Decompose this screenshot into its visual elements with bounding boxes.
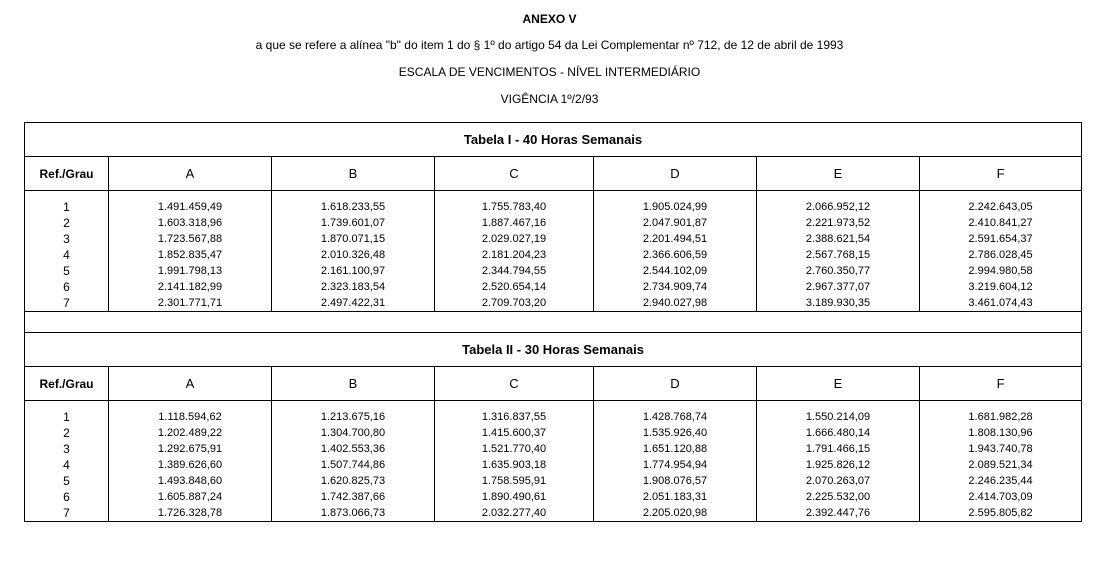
salary-cell: 2.029.027,19 <box>435 231 594 247</box>
salary-cell: 2.392.447,76 <box>757 505 920 522</box>
salary-cell: 2.595.805,82 <box>920 505 1082 522</box>
salary-cell: 1.507.744,86 <box>272 457 435 473</box>
salary-cell: 2.323.183,54 <box>272 279 435 295</box>
salary-cell: 1.605.887,24 <box>109 489 272 505</box>
salary-cell: 1.887.467,16 <box>435 215 594 231</box>
salary-cell: 2.786.028,45 <box>920 247 1082 263</box>
ref-grau-cell: 1 <box>25 199 109 215</box>
column-header-f: F <box>920 157 1082 191</box>
salary-cell: 1.389.626,60 <box>109 457 272 473</box>
salary-scale-table <box>24 122 1082 522</box>
table-row <box>25 295 1082 312</box>
salary-cell: 1.726.328,78 <box>109 505 272 522</box>
salary-cell: 2.709.703,20 <box>435 295 594 312</box>
table-title-row <box>25 333 1082 367</box>
table-row <box>25 231 1082 247</box>
salary-cell: 2.734.909,74 <box>594 279 757 295</box>
table-title: Tabela II - 30 Horas Semanais <box>25 333 1082 367</box>
salary-cell: 2.051.183,31 <box>594 489 757 505</box>
salary-cell: 2.388.621,54 <box>757 231 920 247</box>
salary-cell: 1.493.848,60 <box>109 473 272 489</box>
salary-cell: 2.225.532,00 <box>757 489 920 505</box>
column-header-a: A <box>109 157 272 191</box>
salary-cell: 1.890.490,61 <box>435 489 594 505</box>
table-row <box>25 215 1082 231</box>
salary-cell: 1.908.076,57 <box>594 473 757 489</box>
salary-cell: 2.301.771,71 <box>109 295 272 312</box>
salary-cell: 1.618.233,55 <box>272 199 435 215</box>
column-header-row <box>25 157 1082 191</box>
ref-grau-cell: 6 <box>25 489 109 505</box>
salary-cell: 2.010.326,48 <box>272 247 435 263</box>
salary-cell: 1.428.768,74 <box>594 409 757 425</box>
salary-cell: 1.666.480,14 <box>757 425 920 441</box>
salary-cell: 1.620.825,73 <box>272 473 435 489</box>
salary-cell: 1.304.700,80 <box>272 425 435 441</box>
ref-grau-cell: 5 <box>25 473 109 489</box>
annex-title: ANEXO V <box>522 12 577 26</box>
ref-grau-cell: 7 <box>25 505 109 522</box>
salary-cell: 2.567.768,15 <box>757 247 920 263</box>
salary-cell: 1.925.826,12 <box>757 457 920 473</box>
salary-cell: 2.141.182,99 <box>109 279 272 295</box>
scale-heading: ESCALA DE VENCIMENTOS - NÍVEL INTERMEDIÁRIO <box>398 65 701 79</box>
ref-grau-cell: 1 <box>25 409 109 425</box>
salary-cell: 2.497.422,31 <box>272 295 435 312</box>
table-row <box>25 247 1082 263</box>
table-row <box>25 263 1082 279</box>
salary-cell: 2.520.654,14 <box>435 279 594 295</box>
salary-cell: 1.943.740,78 <box>920 441 1082 457</box>
spacer-row <box>25 191 1082 200</box>
salary-cell: 1.742.387,66 <box>272 489 435 505</box>
ref-grau-cell: 5 <box>25 263 109 279</box>
salary-cell: 1.521.770,40 <box>435 441 594 457</box>
validity-heading: VIGÊNCIA 1º/2/93 <box>500 92 599 106</box>
column-header-b: B <box>272 157 435 191</box>
salary-cell: 2.366.606,59 <box>594 247 757 263</box>
salary-cell: 1.603.318,96 <box>109 215 272 231</box>
table-title: Tabela I - 40 Horas Semanais <box>25 123 1082 157</box>
salary-cell: 2.070.263,07 <box>757 473 920 489</box>
salary-cell: 2.221.973,52 <box>757 215 920 231</box>
column-header-row <box>25 367 1082 401</box>
table-row <box>25 505 1082 522</box>
ref-grau-cell: 2 <box>25 425 109 441</box>
salary-cell: 1.202.489,22 <box>109 425 272 441</box>
column-header-c: C <box>435 157 594 191</box>
salary-cell: 1.991.798,13 <box>109 263 272 279</box>
salary-cell: 2.344.794,55 <box>435 263 594 279</box>
ref-grau-cell: 4 <box>25 457 109 473</box>
salary-cell: 1.808.130,96 <box>920 425 1082 441</box>
salary-cell: 1.118.594,62 <box>109 409 272 425</box>
salary-cell: 1.723.567,88 <box>109 231 272 247</box>
salary-cell: 2.940.027,98 <box>594 295 757 312</box>
ref-grau-cell: 3 <box>25 441 109 457</box>
salary-cell: 1.292.675,91 <box>109 441 272 457</box>
column-header-e: E <box>757 157 920 191</box>
salary-cell: 1.870.071,15 <box>272 231 435 247</box>
ref-grau-cell: 3 <box>25 231 109 247</box>
salary-cell: 2.544.102,09 <box>594 263 757 279</box>
salary-cell: 1.791.466,15 <box>757 441 920 457</box>
table-title-row <box>25 123 1082 157</box>
salary-cell: 1.651.120,88 <box>594 441 757 457</box>
table-row <box>25 199 1082 215</box>
salary-cell: 2.205.020,98 <box>594 505 757 522</box>
salary-cell: 3.189.930,35 <box>757 295 920 312</box>
salary-cell: 2.994.980,58 <box>920 263 1082 279</box>
salary-cell: 1.739.601,07 <box>272 215 435 231</box>
ref-grau-cell: 6 <box>25 279 109 295</box>
salary-cell: 2.414.703,09 <box>920 489 1082 505</box>
table-gap <box>25 312 1082 333</box>
salary-cell: 1.550.214,09 <box>757 409 920 425</box>
salary-cell: 2.089.521,34 <box>920 457 1082 473</box>
salary-cell: 3.219.604,12 <box>920 279 1082 295</box>
salary-cell: 2.242.643,05 <box>920 199 1082 215</box>
column-header-b: B <box>272 367 435 401</box>
ref-grau-cell: 7 <box>25 295 109 312</box>
salary-cell: 3.461.074,43 <box>920 295 1082 312</box>
salary-cell: 2.410.841,27 <box>920 215 1082 231</box>
salary-cell: 2.161.100,97 <box>272 263 435 279</box>
salary-cell: 1.852.835,47 <box>109 247 272 263</box>
ref-grau-cell: 2 <box>25 215 109 231</box>
salary-cell: 1.755.783,40 <box>435 199 594 215</box>
salary-cell: 2.246.235,44 <box>920 473 1082 489</box>
column-header-d: D <box>594 367 757 401</box>
table-row <box>25 457 1082 473</box>
salary-cell: 1.758.595,91 <box>435 473 594 489</box>
salary-cell: 2.967.377,07 <box>757 279 920 295</box>
ref-grau-header: Ref./Grau <box>25 367 109 401</box>
table-row <box>25 473 1082 489</box>
salary-cell: 1.681.982,28 <box>920 409 1082 425</box>
table-row <box>25 409 1082 425</box>
salary-cell: 1.491.459,49 <box>109 199 272 215</box>
salary-cell: 1.905.024,99 <box>594 199 757 215</box>
salary-cell: 2.066.952,12 <box>757 199 920 215</box>
spacer-row <box>25 401 1082 410</box>
salary-cell: 2.201.494,51 <box>594 231 757 247</box>
salary-cell: 1.873.066,73 <box>272 505 435 522</box>
salary-cell: 1.402.553,36 <box>272 441 435 457</box>
table-row <box>25 441 1082 457</box>
column-header-c: C <box>435 367 594 401</box>
table-row <box>25 279 1082 295</box>
salary-cell: 1.635.903,18 <box>435 457 594 473</box>
salary-cell: 1.316.837,55 <box>435 409 594 425</box>
column-header-f: F <box>920 367 1082 401</box>
salary-cell: 1.415.600,37 <box>435 425 594 441</box>
column-header-e: E <box>757 367 920 401</box>
salary-cell: 2.181.204,23 <box>435 247 594 263</box>
ref-grau-cell: 4 <box>25 247 109 263</box>
salary-cell: 2.032.277,40 <box>435 505 594 522</box>
annex-subtitle: a que se refere a alínea "b" do item 1 do § 1º do artigo 54 da Lei Complementar nº 712, de 12 de abril de 1993 <box>255 38 844 52</box>
salary-cell: 2.047.901,87 <box>594 215 757 231</box>
table-row <box>25 489 1082 505</box>
salary-cell: 1.535.926,40 <box>594 425 757 441</box>
salary-cell: 2.591.654,37 <box>920 231 1082 247</box>
salary-cell: 1.774.954,94 <box>594 457 757 473</box>
column-header-d: D <box>594 157 757 191</box>
ref-grau-header: Ref./Grau <box>25 157 109 191</box>
salary-cell: 2.760.350,77 <box>757 263 920 279</box>
column-header-a: A <box>109 367 272 401</box>
table-row <box>25 425 1082 441</box>
salary-cell: 1.213.675,16 <box>272 409 435 425</box>
